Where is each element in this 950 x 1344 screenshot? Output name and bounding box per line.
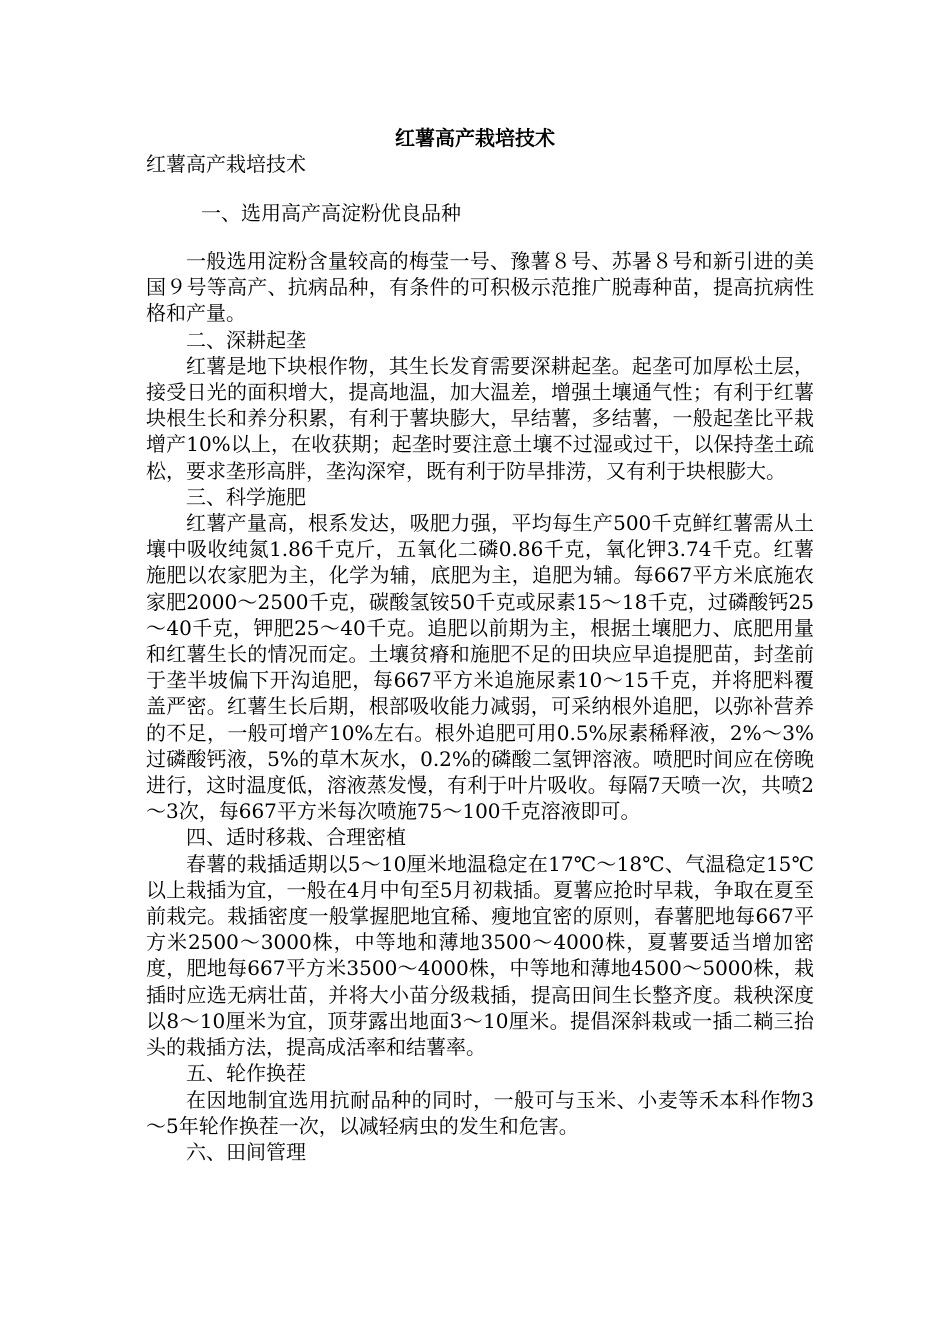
document-body bbox=[146, 248, 814, 1165]
section-heading-4: 四、适时移栽、合理密植 bbox=[186, 825, 406, 850]
section-heading-5: 五、轮作换茬 bbox=[186, 1061, 306, 1086]
section-3-paragraph: 红薯产量高，根系发达，吸肥力强，平均每生产500千克鲜红薯需从土壤中吸收纯氮1.86千克斤，五氧化二磷0.86千克，氧化钾3.74千克。红薯施肥以农家肥为主，化学为辅，底肥为主，追肥为辅。每667平方米底施农家肥2000～2500千克，碳酸氢铵50千克或尿素15～18千克，过磷酸钙25～40千克，钾肥25～40千克。追肥以前期为主，根据土壤肥力、底肥用量和红薯生长的情况而定。土壤贫瘠和施肥不足的田块应早追提肥苗，封垄前于垄半坡偏下开沟追肥，每667平方米追施尿素10～15千克，并将肥料覆盖严密。红薯生长后期，根部吸收能力减弱，可采纳根外追肥，以弥补营养的不足，一般可增产10%左右。根外追肥可用0.5%尿素稀释液，2%～3%过磷酸钙液，5%的草木灰水，0.2%的磷酸二氢钾溶液。喷肥时间应在傍晚进行，这时温度低，溶液蒸发慢，有利于叶片吸收。每隔7天喷一次，共喷2～3次，每667平方米每次喷施75～100千克溶液即可。 bbox=[146, 511, 814, 824]
document-title: 红薯高产栽培技术 bbox=[395, 126, 555, 150]
section-heading-6: 六、田间管理 bbox=[186, 1139, 306, 1164]
section-5-paragraph: 在因地制宜选用抗耐品种的同时，一般可与玉米、小麦等禾本科作物3～5年轮作换茬一次，以减轻病虫的发生和危害。 bbox=[146, 1087, 814, 1138]
section-4-paragraph: 春薯的栽插适期以5～10厘米地温稳定在17℃～18℃、气温稳定15℃以上栽插为宜，一般在4月中旬至5月初栽插。夏薯应抢时早栽，争取在夏至前栽完。栽插密度一般掌握肥地宜稀、瘦地宜密的原则，春薯肥地每667平方米2500～3000株，中等地和薄地3500～4000株，夏薯要适当增加密度，肥地每667平方米3500～4000株，中等地和薄地4500～5000株，栽插时应选无病壮苗，并将大小苗分级栽插，提高田间生长整齐度。栽秧深度以8～10厘米为宜，顶芽露出地面3～10厘米。提倡深斜栽或一插二耥三抬头的栽插方法，提高成活率和结薯率。 bbox=[146, 851, 814, 1060]
section-2-paragraph: 红薯是地下块根作物，其生长发育需要深耕起垄。起垄可加厚松土层，接受日光的面积增大，提高地温，加大温差，增强土壤通气性；有利于红薯块根生长和养分积累，有利于薯块膨大，早结薯，多结薯，一般起垄比平栽增产10%以上，在收获期；起垄时要注意土壤不过湿或过干，以保持垄土疏松，要求垄形高胖，垄沟深窄，既有利于防旱排涝，又有利于块根膨大。 bbox=[146, 353, 814, 483]
document-subtitle: 红薯高产栽培技术 bbox=[146, 152, 306, 176]
section-heading-3: 三、科学施肥 bbox=[186, 484, 306, 509]
section-1-paragraph: 一般选用淀粉含量较高的梅莹一号、豫薯８号、苏暑８号和新引进的美国９号等高产、抗病品种，有条件的可积极示范推广脱毒种苗，提高抗病性格和产量。 bbox=[146, 249, 814, 326]
section-heading-1: 一、选用高产高淀粉优良品种 bbox=[201, 201, 461, 225]
section-heading-2: 二、深耕起垄 bbox=[186, 327, 306, 352]
